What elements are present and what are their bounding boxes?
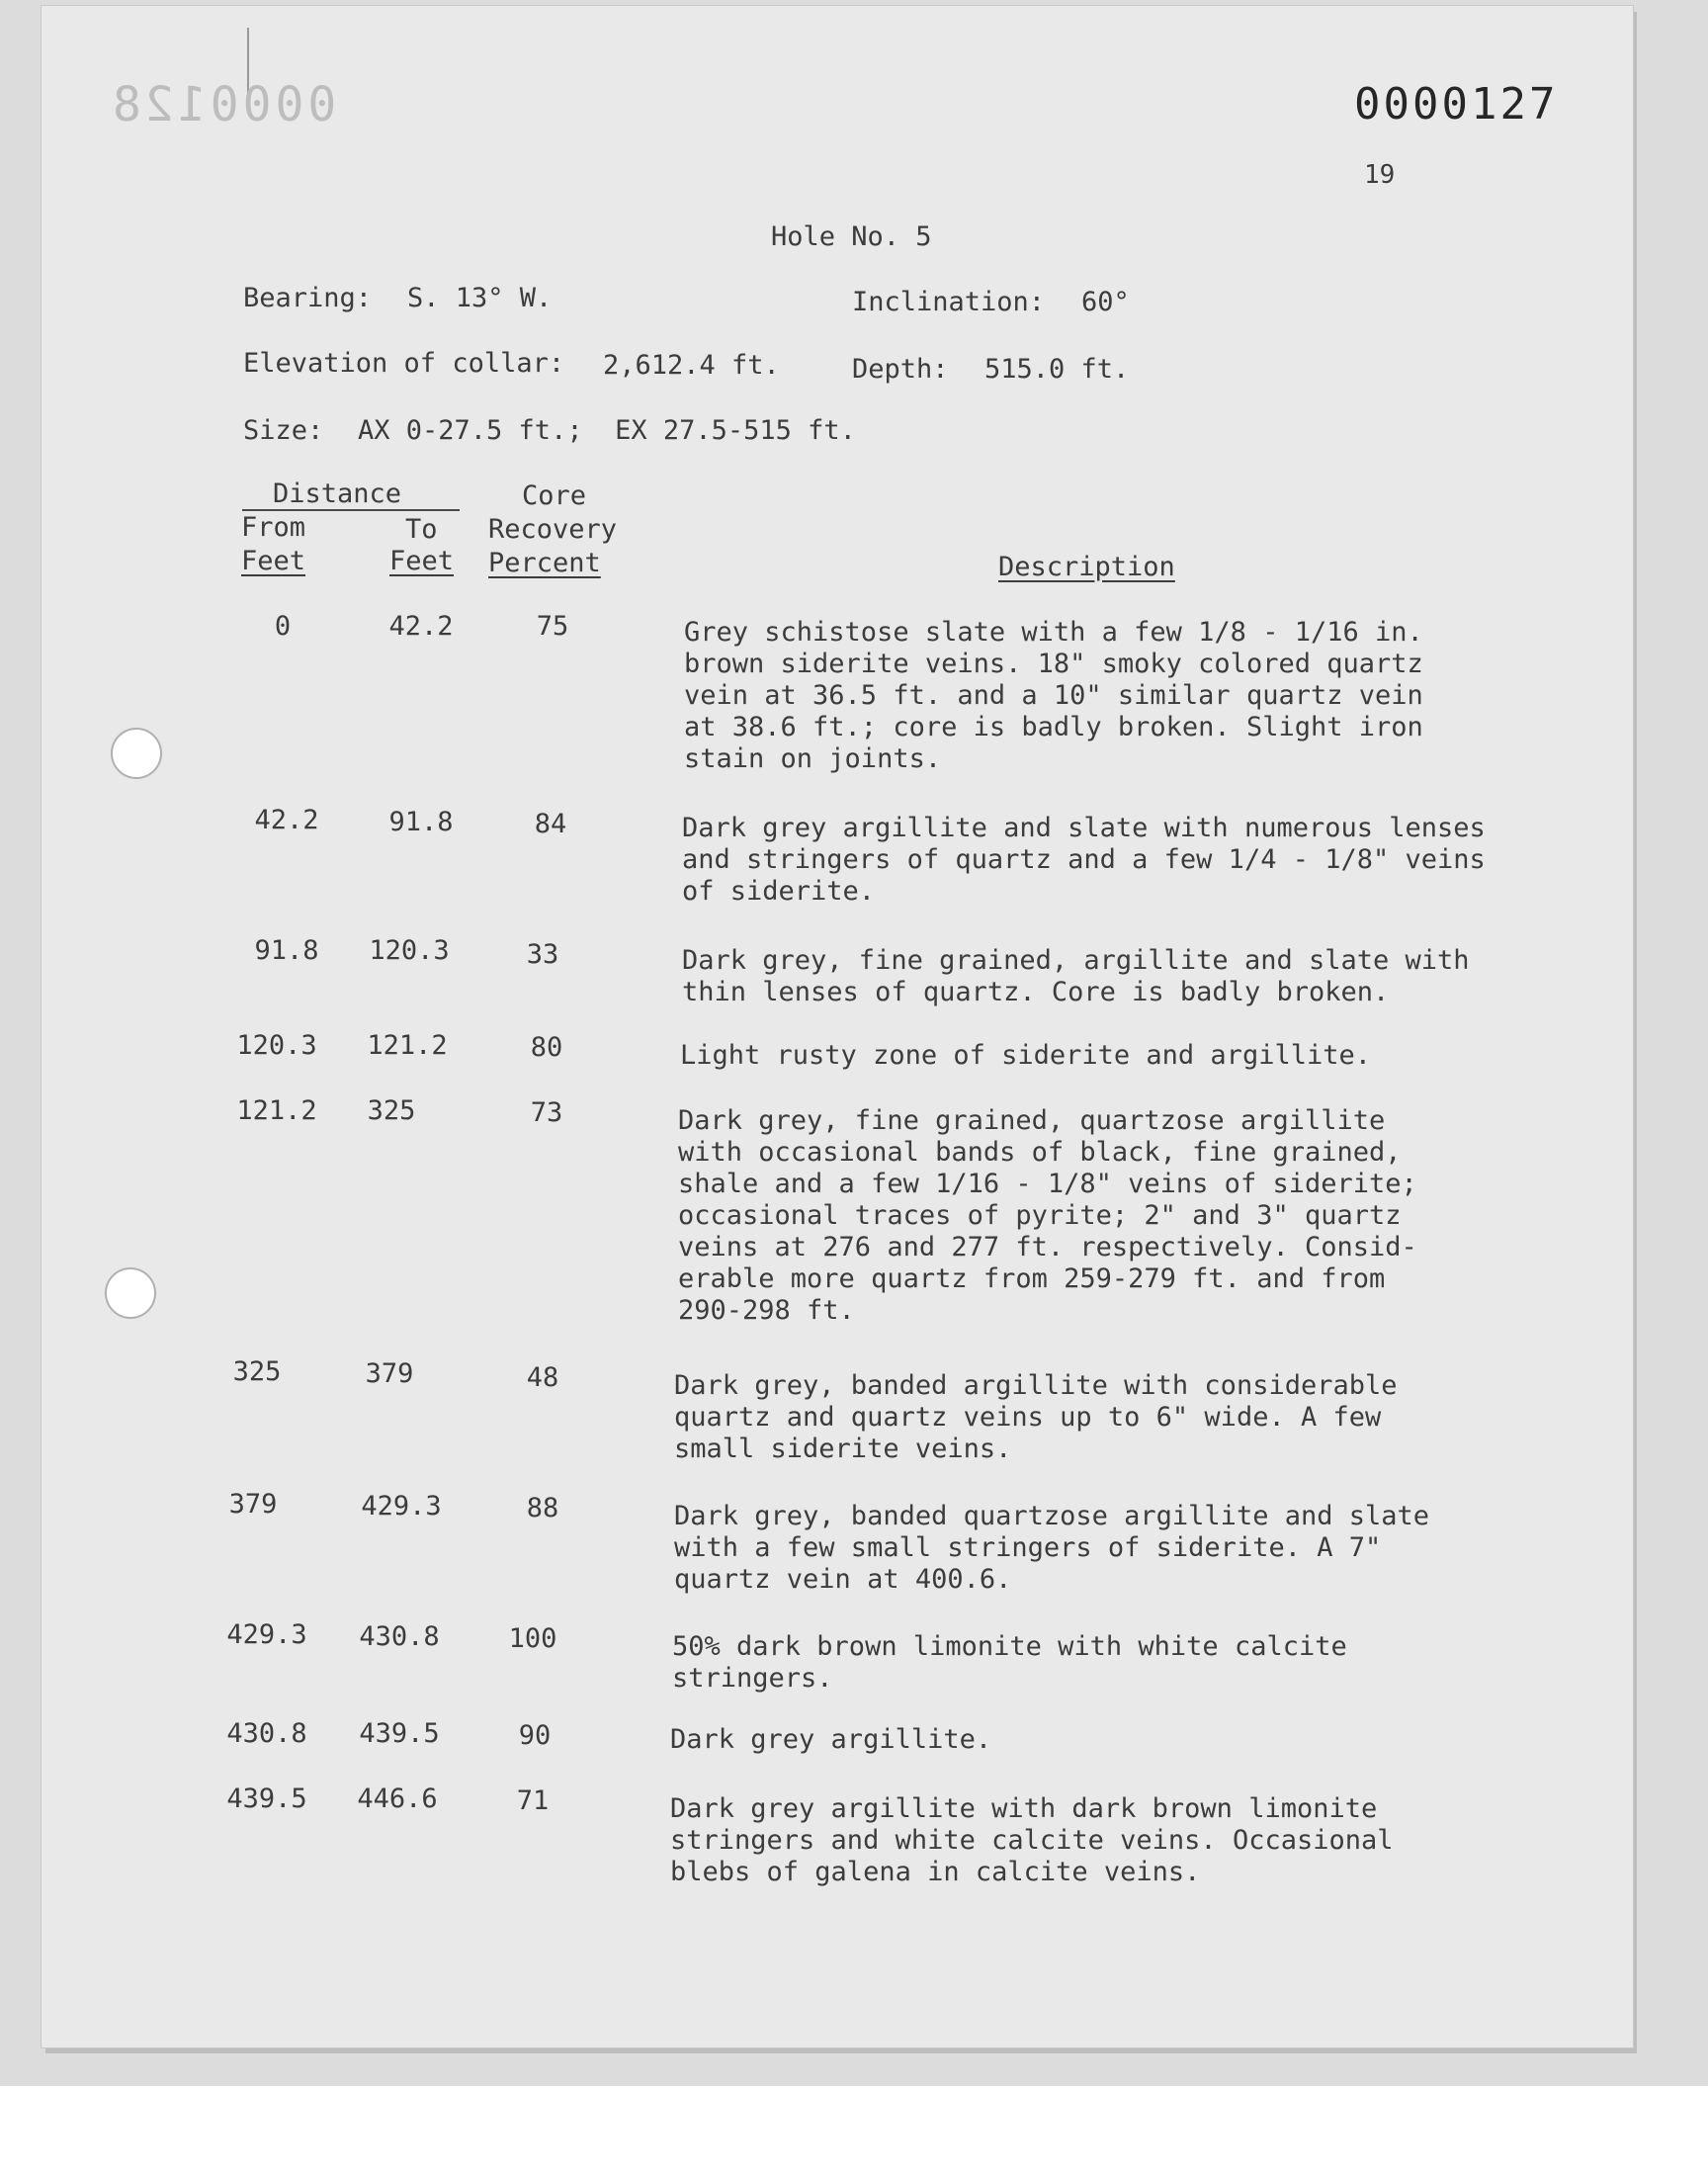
row-description: Dark grey, fine grained, quartzose argillite with occasional bands of black, fine grained, shale and a few 1/16 - 1/8" veins of siderite; occasional traces of pyrite; 2" and 3" quartz veins at 276 and 277 ft. respectively. Consid- erable more quartz from 259-279 ft. and from 290-298 ft. <box>678 1105 1417 1326</box>
bearing-label: Bearing: <box>243 283 373 313</box>
row-to: 325 <box>367 1095 416 1126</box>
row-from: 121.2 <box>236 1095 317 1126</box>
row-recovery: 73 <box>530 1097 563 1128</box>
row-recovery: 75 <box>536 611 569 642</box>
hole-title: Hole No. 5 <box>771 221 932 252</box>
row-description: Dark grey, banded quartzose argillite and slate with a few small stringers of siderite. A 7" quartz vein at 400.6. <box>674 1501 1430 1595</box>
row-from: 325 <box>232 1356 282 1387</box>
row-from: 430.8 <box>226 1718 307 1749</box>
row-recovery: 84 <box>534 809 567 839</box>
row-recovery: 80 <box>530 1032 563 1063</box>
inclination-value: 60° <box>1081 287 1130 317</box>
row-description: 50% dark brown limonite with white calcite stringers. <box>672 1631 1347 1694</box>
row-recovery: 71 <box>516 1785 550 1816</box>
row-recovery: 48 <box>526 1362 559 1393</box>
ghost-stamp-number: 0000128 <box>109 77 337 132</box>
elevation-label: Elevation of collar: <box>243 348 565 379</box>
distance-header: Distance <box>273 478 402 509</box>
row-recovery: 33 <box>526 939 559 970</box>
row-to: 446.6 <box>357 1784 438 1814</box>
from-header-line2: Feet <box>241 546 306 576</box>
document-number: 0000127 <box>1354 79 1559 130</box>
elevation-value: 2,612.4 ft. <box>603 350 780 381</box>
size-label: Size: <box>243 415 324 446</box>
row-recovery: 90 <box>518 1720 552 1751</box>
row-description: Dark grey, fine grained, argillite and slate with thin lenses of quartz. Core is badly broken. <box>682 945 1470 1007</box>
row-from: 379 <box>228 1489 278 1520</box>
row-to: 42.2 <box>388 611 454 642</box>
core-header-line2: Recovery <box>488 514 618 545</box>
row-recovery: 88 <box>526 1493 559 1523</box>
row-description: Dark grey argillite and slate with numerous lenses and stringers of quartz and a few 1/4 - 1/8" veins of siderite. <box>682 813 1486 907</box>
bearing-value: S. 13° W. <box>407 283 553 313</box>
row-to: 430.8 <box>359 1621 440 1652</box>
to-header-line1: To <box>405 514 438 545</box>
row-to: 120.3 <box>369 935 450 966</box>
inclination-label: Inclination: <box>852 287 1046 317</box>
depth-label: Depth: <box>852 354 949 385</box>
row-description: Dark grey argillite. <box>670 1724 992 1755</box>
row-to: 439.5 <box>359 1718 440 1749</box>
row-to: 121.2 <box>367 1030 448 1061</box>
page-number: 19 <box>1364 160 1396 190</box>
description-header: Description <box>998 552 1175 582</box>
row-from: 42.2 <box>254 805 319 835</box>
row-to: 91.8 <box>388 807 454 837</box>
row-from: 429.3 <box>226 1619 307 1650</box>
punch-hole <box>111 728 162 779</box>
to-header-line2: Feet <box>389 546 455 576</box>
row-from: 120.3 <box>236 1030 317 1061</box>
core-header-line3: Percent <box>488 548 601 578</box>
size-value: AX 0-27.5 ft.; EX 27.5-515 ft. <box>358 415 856 446</box>
row-description: Grey schistose slate with a few 1/8 - 1/16 in. brown siderite veins. 18" smoky colored quartz vein at 36.5 ft. and a 10" similar quartz vein at 38.6 ft.; core is badly broken. Slight iron stain on joints. <box>684 617 1423 774</box>
from-header-line1: From <box>241 512 306 543</box>
distance-header-rule <box>242 509 460 511</box>
punch-hole <box>105 1267 156 1319</box>
row-to: 379 <box>365 1358 414 1389</box>
row-description: Light rusty zone of siderite and argillite. <box>680 1040 1371 1071</box>
row-recovery: 100 <box>508 1623 557 1654</box>
row-description: Dark grey, banded argillite with considerable quartz and quartz veins up to 6" wide. A few small siderite veins. <box>674 1370 1398 1464</box>
row-from: 439.5 <box>226 1784 307 1814</box>
row-from: 91.8 <box>254 935 319 966</box>
row-to: 429.3 <box>361 1491 442 1522</box>
depth-value: 515.0 ft. <box>984 354 1130 385</box>
row-description: Dark grey argillite with dark brown limonite stringers and white calcite veins. Occasional blebs of galena in calcite veins. <box>670 1793 1394 1887</box>
core-header-line1: Core <box>522 480 587 511</box>
row-from: 0 <box>274 611 292 642</box>
